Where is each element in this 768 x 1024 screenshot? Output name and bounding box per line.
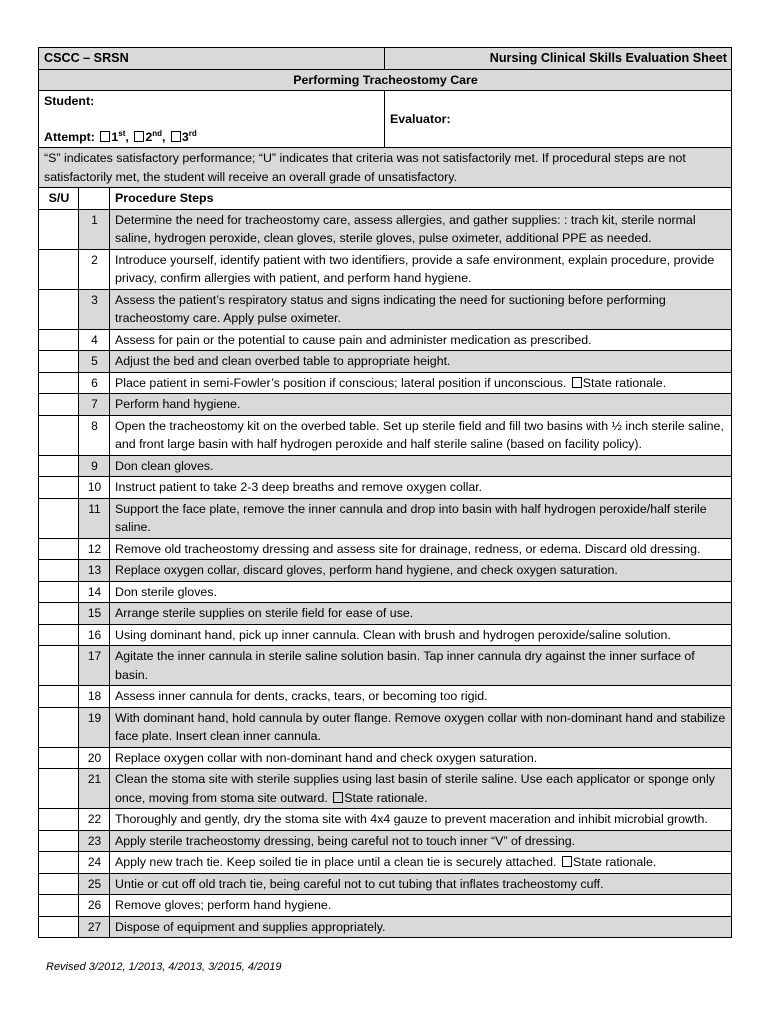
- step-text-cell: [110, 916, 732, 938]
- evaluator-cell: [385, 91, 732, 148]
- su-grade-cell[interactable]: [39, 249, 79, 289]
- step-number: 13: [79, 560, 110, 582]
- step-number: 9: [79, 455, 110, 477]
- su-grade-cell[interactable]: [39, 560, 79, 582]
- step-text: Apply new trach tie. Keep soiled tie in place until a clean tie is securely attached.: [115, 855, 557, 869]
- su-grade-cell[interactable]: [39, 329, 79, 351]
- step-text: Replace oxygen collar, discard gloves, perform hand hygiene, and check oxygen saturation.: [115, 563, 618, 577]
- table-row: [39, 830, 732, 852]
- table-row: [39, 538, 732, 560]
- step-text: Adjust the bed and clean overbed table to appropriate height.: [115, 354, 451, 368]
- step-number: 19: [79, 707, 110, 747]
- table-row: [39, 209, 732, 249]
- rationale-label: State rationale.: [572, 855, 657, 869]
- step-text-cell: [110, 603, 732, 625]
- step-text-cell: [110, 372, 732, 394]
- step-text-cell: [110, 498, 732, 538]
- table-row: [39, 477, 732, 499]
- su-grade-cell[interactable]: [39, 289, 79, 329]
- checkbox-icon: [333, 792, 343, 803]
- evaluation-sheet: [38, 47, 731, 938]
- attempt-line: Attempt: 1st, 2nd, 3rd: [44, 128, 197, 144]
- su-grade-cell[interactable]: [39, 707, 79, 747]
- step-text: Clean the stoma site with sterile supplies using last basin of sterile saline. Use each applicator or sponge only once, moving from stoma site outward.: [115, 772, 715, 805]
- step-text: Open the tracheostomy kit on the overbed table. Set up sterile field and fill two basins with ½ inch sterile saline, and front large basin with half hydrogen peroxide and half sterile saline (based on facility policy).: [115, 418, 724, 451]
- table-row: [39, 581, 732, 603]
- rationale-label: State rationale.: [344, 790, 428, 805]
- step-number: 20: [79, 747, 110, 769]
- step-text: Assess the patient’s respiratory status and signs indicating the need for suctioning before performing tracheostomy care. Apply pulse oximeter.: [115, 292, 666, 325]
- grading-note: “S” indicates satisfactory performance; “U” indicates that criteria was not satisfactorily met. If procedural steps are not satisfactorily met, the student will receive an overall grade of unsatisfactory.: [39, 148, 732, 188]
- attempt-3-checkbox[interactable]: 3rd: [169, 130, 197, 144]
- step-number: 1: [79, 209, 110, 249]
- table-row: [39, 686, 732, 708]
- table-row: [39, 646, 732, 686]
- su-grade-cell[interactable]: [39, 830, 79, 852]
- step-text-cell: [110, 624, 732, 646]
- step-number: 4: [79, 329, 110, 351]
- step-text-cell: [110, 560, 732, 582]
- table-row: [39, 455, 732, 477]
- table-row: [39, 873, 732, 895]
- step-text-cell: [110, 415, 732, 455]
- attempt-label: Attempt:: [44, 129, 95, 144]
- step-text: Thoroughly and gently, dry the stoma site with 4x4 gauze to prevent maceration and inhibit microbial growth.: [115, 812, 708, 826]
- step-number: 16: [79, 624, 110, 646]
- su-grade-cell[interactable]: [39, 809, 79, 831]
- step-number: 5: [79, 351, 110, 373]
- table-row: [39, 415, 732, 455]
- step-text: Introduce yourself, identify patient with two identifiers, provide a safe environment, explain procedure, provide privacy, confirm allergies with patient, and perform hand hygiene.: [115, 252, 715, 285]
- step-text: With dominant hand, hold cannula by outer flange. Remove oxygen collar with non-dominant hand and stabilize face plate. Insert clean inner cannula.: [115, 710, 726, 743]
- step-text: Dispose of equipment and supplies appropriately.: [115, 919, 386, 934]
- su-grade-cell[interactable]: [39, 747, 79, 769]
- su-grade-cell[interactable]: [39, 852, 79, 874]
- su-grade-cell[interactable]: [39, 624, 79, 646]
- step-text: Arrange sterile supplies on sterile field for ease of use.: [115, 606, 414, 620]
- steps-column-header: Procedure Steps: [110, 188, 732, 210]
- step-text-cell: [110, 249, 732, 289]
- table-row: [39, 809, 732, 831]
- table-row: [39, 289, 732, 329]
- su-grade-cell[interactable]: [39, 372, 79, 394]
- su-grade-cell[interactable]: [39, 538, 79, 560]
- step-text-cell: [110, 769, 732, 809]
- checkbox-icon: [572, 377, 582, 388]
- step-number: 15: [79, 603, 110, 625]
- checkbox-icon: [100, 131, 110, 142]
- step-text: Determine the need for tracheostomy care, assess allergies, and gather supplies: : trach kit, sterile normal saline, hydrogen peroxide, clean gloves, sterile gloves, pulse oximeter, additional PPE as needed.: [115, 212, 696, 245]
- step-text-cell: [110, 351, 732, 373]
- step-text: Using dominant hand, pick up inner cannula. Clean with brush and hydrogen peroxide/saline solution.: [115, 627, 671, 642]
- step-text-cell: [110, 873, 732, 895]
- step-text-cell: [110, 830, 732, 852]
- su-grade-cell[interactable]: [39, 455, 79, 477]
- step-text-cell: [110, 209, 732, 249]
- su-grade-cell[interactable]: [39, 916, 79, 938]
- checkbox-icon: [134, 131, 144, 142]
- table-row: [39, 624, 732, 646]
- step-text-cell: [110, 455, 732, 477]
- rationale-checkbox[interactable]: [560, 855, 656, 869]
- step-text: Apply sterile tracheostomy dressing, being careful not to touch inner “V” of dressing.: [115, 833, 576, 848]
- step-number: 3: [79, 289, 110, 329]
- step-text: Remove gloves; perform hand hygiene.: [115, 898, 332, 912]
- step-text: Don clean gloves.: [115, 458, 214, 473]
- student-label: Student:: [44, 94, 95, 108]
- table-row: [39, 351, 732, 373]
- su-grade-cell[interactable]: [39, 498, 79, 538]
- table-row: [39, 707, 732, 747]
- step-text: Place patient in semi-Fowler’s position if conscious; lateral position if unconscious.: [115, 375, 567, 390]
- step-text: Replace oxygen collar with non-dominant hand and check oxygen saturation.: [115, 750, 538, 765]
- su-grade-cell[interactable]: [39, 477, 79, 499]
- su-grade-cell[interactable]: [39, 873, 79, 895]
- step-number: 14: [79, 581, 110, 603]
- step-text-cell: [110, 289, 732, 329]
- number-column-header: [79, 188, 110, 210]
- checkbox-icon: [562, 856, 572, 867]
- rationale-label: State rationale.: [582, 375, 667, 390]
- step-number: 8: [79, 415, 110, 455]
- table-row: [39, 769, 732, 809]
- su-grade-cell[interactable]: [39, 415, 79, 455]
- step-text-cell: [110, 809, 732, 831]
- table-row: [39, 372, 732, 394]
- attempt-1-checkbox[interactable]: 1st: [98, 130, 125, 144]
- table-row: [39, 852, 732, 874]
- table-row: [39, 916, 732, 938]
- table-row: [39, 603, 732, 625]
- su-grade-cell[interactable]: [39, 646, 79, 686]
- step-text: Assess for pain or the potential to cause pain and administer medication as prescribed.: [115, 332, 592, 347]
- su-grade-cell[interactable]: [39, 351, 79, 373]
- step-text-cell: [110, 477, 732, 499]
- step-number: 10: [79, 477, 110, 499]
- step-text: Instruct patient to take 2-3 deep breaths and remove oxygen collar.: [115, 480, 483, 494]
- header-row: [39, 48, 732, 70]
- step-text-cell: [110, 646, 732, 686]
- step-number: 7: [79, 394, 110, 416]
- step-text-cell: [110, 707, 732, 747]
- step-text: Perform hand hygiene.: [115, 397, 241, 411]
- su-grade-cell[interactable]: [39, 686, 79, 708]
- info-row: [39, 91, 732, 148]
- step-text-cell: [110, 747, 732, 769]
- rationale-checkbox[interactable]: [570, 376, 666, 390]
- step-text: Remove old tracheostomy dressing and assess site for drainage, redness, or edema. Discard old dressing.: [115, 541, 701, 556]
- su-grade-cell[interactable]: [39, 603, 79, 625]
- step-text: Don sterile gloves.: [115, 584, 217, 599]
- table-row: [39, 560, 732, 582]
- column-header-row: [39, 188, 732, 210]
- step-number: 22: [79, 809, 110, 831]
- step-text-cell: [110, 581, 732, 603]
- step-text-cell: [110, 895, 732, 917]
- su-grade-cell[interactable]: [39, 209, 79, 249]
- step-text: Untie or cut off old trach tie, being careful not to cut tubing that inflates tracheostomy cuff.: [115, 876, 604, 891]
- step-text-cell: [110, 394, 732, 416]
- org-name: CSCC – SRSN: [39, 48, 385, 70]
- sheet-title: Nursing Clinical Skills Evaluation Sheet: [385, 48, 732, 70]
- step-number: 18: [79, 686, 110, 708]
- step-text-cell: [110, 329, 732, 351]
- step-number: 11: [79, 498, 110, 538]
- table-row: [39, 498, 732, 538]
- revision-footer: Revised 3/2012, 1/2013, 4/2013, 3/2015, 4/2019: [46, 961, 282, 973]
- step-text-cell: [110, 686, 732, 708]
- table-row: [39, 394, 732, 416]
- grading-note-row: [39, 148, 732, 188]
- table-row: [39, 249, 732, 289]
- title-row: [39, 69, 732, 91]
- checkbox-icon: [171, 131, 181, 142]
- table-row: [39, 747, 732, 769]
- su-grade-cell[interactable]: [39, 895, 79, 917]
- step-number: 26: [79, 895, 110, 917]
- step-number: 24: [79, 852, 110, 874]
- step-text: Agitate the inner cannula in sterile saline solution basin. Tap inner cannula dry against the inner surface of basin.: [115, 649, 695, 682]
- evaluation-table: [38, 47, 732, 938]
- step-number: 6: [79, 372, 110, 394]
- su-column-header: S/U: [39, 188, 79, 210]
- step-text: Assess inner cannula for dents, cracks, tears, or becoming too rigid.: [115, 689, 488, 703]
- su-grade-cell[interactable]: [39, 769, 79, 809]
- table-row: [39, 329, 732, 351]
- step-number: 23: [79, 830, 110, 852]
- rationale-checkbox[interactable]: [331, 791, 427, 805]
- step-number: 27: [79, 916, 110, 938]
- step-text: Support the face plate, remove the inner cannula and drop into basin with half hydrogen peroxide/half sterile saline.: [115, 501, 707, 534]
- procedure-title: Performing Tracheostomy Care: [39, 69, 732, 91]
- step-number: 21: [79, 769, 110, 809]
- step-number: 17: [79, 646, 110, 686]
- su-grade-cell[interactable]: [39, 394, 79, 416]
- su-grade-cell[interactable]: [39, 581, 79, 603]
- step-text-cell: [110, 538, 732, 560]
- attempt-2-checkbox[interactable]: 2nd: [132, 130, 162, 144]
- step-text-cell: [110, 852, 732, 874]
- step-number: 12: [79, 538, 110, 560]
- student-cell: [39, 91, 385, 148]
- evaluator-label: Evaluator:: [390, 111, 451, 126]
- step-number: 2: [79, 249, 110, 289]
- step-number: 25: [79, 873, 110, 895]
- table-row: [39, 895, 732, 917]
